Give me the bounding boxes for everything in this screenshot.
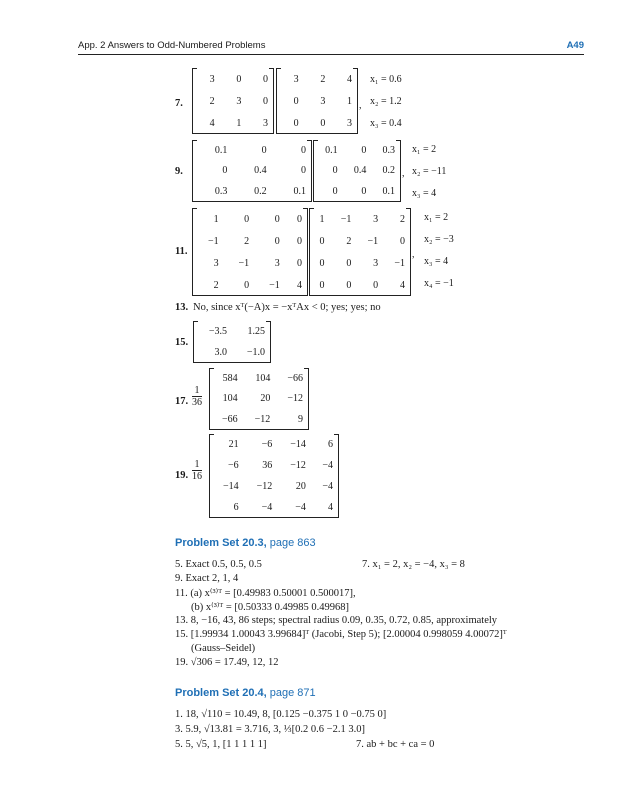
matrix-cell: 3 <box>373 213 379 225</box>
matrix-cell: 0 <box>332 165 338 177</box>
matrix-cell: 1.25 <box>247 326 265 337</box>
matrix-cell: 4 <box>400 279 405 291</box>
problem-15-number: 15. <box>175 337 189 348</box>
p19-fraction: $\frac{1}{16}$ <box>192 459 202 482</box>
matrix-cell: 0 <box>319 235 325 247</box>
matrix-cell: 3 <box>293 73 299 85</box>
matrix-cell: 0 <box>263 95 268 107</box>
ps203-line-19: 19. √306 = 17.49, 12, 12 <box>175 657 279 668</box>
matrix-cell: 0 <box>293 95 299 107</box>
matrix-cell: 1 <box>347 95 352 107</box>
p9-matrix-a <box>192 140 312 202</box>
matrix-cell: 0.3 <box>214 186 228 198</box>
matrix-cell: 0.1 <box>325 144 338 156</box>
matrix-cell: 0 <box>301 165 306 177</box>
matrix-cell: 36 <box>262 460 273 471</box>
problem-9-number: 9. <box>175 166 183 177</box>
matrix-cell: 1 <box>319 213 325 225</box>
matrix-cell: −4 <box>295 502 306 513</box>
p7-matrix-a <box>192 68 274 134</box>
matrix-cell: −1 <box>394 257 405 269</box>
problem-11-number: 11. <box>175 246 188 257</box>
p11-matrix-a <box>192 208 308 296</box>
running-header <box>78 40 584 54</box>
matrix-cell: 1 <box>236 117 242 129</box>
ps203-line-13: 13. 8, −16, 43, 86 steps; spectral radius 0.09, 0.35, 0.72, 0.85, approximately <box>175 615 498 626</box>
ps204-line-5: 5. 5, √5, 1, [1 1 1 1 1] <box>175 739 267 750</box>
matrix-cell: −4 <box>261 502 273 513</box>
matrix-cell: 0 <box>332 186 338 198</box>
matrix-cell: 0 <box>320 117 326 129</box>
matrix-cell: 3 <box>320 95 326 107</box>
p11-matrix-b <box>309 208 411 296</box>
p7-sol-2: x₂ = 1.2 <box>370 96 402 107</box>
problem-17-number: 17. <box>175 396 189 407</box>
matrix-cell: 0 <box>244 279 250 291</box>
matrix-cell: 1 <box>213 213 219 225</box>
p13-text: No, since xᵀ(−A)x = −xᵀAx < 0; yes; yes; no <box>193 302 381 313</box>
ps204-line-7: 7. ab + bc + ca = 0 <box>356 739 435 750</box>
matrix-cell: −66 <box>222 414 238 426</box>
matrix-cell: 3 <box>274 257 280 269</box>
ps203-line-15b: (Gauss–Seidel) <box>191 643 256 654</box>
matrix-cell: −1 <box>367 235 379 247</box>
matrix-cell: 0.1 <box>382 186 395 198</box>
problem-13-number: 13. <box>175 302 189 313</box>
matrix-cell: 3.0 <box>214 347 227 358</box>
matrix-cell: 0.1 <box>293 186 306 198</box>
matrix-cell: 0 <box>263 73 268 85</box>
problem-7-number: 7. <box>175 98 183 109</box>
comma: , <box>359 100 362 111</box>
matrix-cell: 21 <box>228 439 239 450</box>
p11-sol-4: x₄ = −1 <box>424 278 454 289</box>
ps203-line-9: 9. Exact 2, 1, 4 <box>175 573 239 584</box>
matrix-cell: 0.4 <box>254 165 267 177</box>
matrix-cell: 0 <box>346 279 352 291</box>
matrix-cell: 0 <box>274 213 280 225</box>
matrix-cell: 0 <box>346 257 352 269</box>
matrix-cell: 0 <box>222 165 228 177</box>
matrix-cell: 2 <box>213 279 219 291</box>
p9-matrix-b <box>313 140 401 202</box>
header-rule <box>78 54 584 55</box>
matrix-cell: 104 <box>222 393 238 405</box>
p11-sol-3: x₃ = 4 <box>424 256 449 267</box>
p7-sol-1: x₁ = 0.6 <box>370 74 402 85</box>
matrix-cell: 0 <box>301 144 306 156</box>
matrix-cell: −66 <box>287 372 303 384</box>
matrix-cell: 0.4 <box>353 165 367 177</box>
matrix-cell: 3 <box>213 257 219 269</box>
matrix-cell: 0 <box>373 279 379 291</box>
matrix-cell: 3 <box>209 73 215 85</box>
matrix-cell: 3 <box>263 117 268 129</box>
matrix-cell: 3 <box>236 95 242 107</box>
ps203-line-15a: 15. [1.99934 1.00043 3.99684]ᵀ (Jacobi, Step 5); [2.00004 0.998059 4.00072]ᵀ <box>175 629 507 640</box>
matrix-cell: −12 <box>256 481 273 492</box>
matrix-cell: −1.0 <box>246 347 265 358</box>
matrix-cell: 6 <box>328 439 333 450</box>
matrix-cell: 0.2 <box>382 165 395 177</box>
matrix-cell: −1 <box>269 279 280 291</box>
ps204-line-3: 3. 5.9, √13.81 = 3.716, 3, ⅓[0.2 0.6 −2.1 3.0] <box>175 724 365 735</box>
matrix-cell: −12 <box>254 414 271 426</box>
matrix-cell: 4 <box>347 73 352 85</box>
matrix-cell: −6 <box>261 439 273 450</box>
matrix-cell: 20 <box>295 481 306 492</box>
problem-19-number: 19. <box>175 470 189 481</box>
p15-matrix <box>193 321 271 363</box>
matrix-cell: 0.3 <box>382 144 395 156</box>
matrix-cell: 0 <box>297 235 302 247</box>
p17-matrix <box>209 368 309 430</box>
matrix-cell: 2 <box>320 73 326 85</box>
matrix-cell: −14 <box>222 481 239 492</box>
matrix-cell: 3 <box>347 117 352 129</box>
ps203-line-7: 7. x₁ = 2, x₂ = −4, x₃ = 8 <box>362 559 465 570</box>
matrix-cell: 0 <box>400 235 405 247</box>
p11-sol-1: x₁ = 2 <box>424 212 449 223</box>
matrix-cell: −6 <box>227 460 239 471</box>
matrix-cell: −1 <box>238 257 250 269</box>
matrix-cell: 6 <box>233 502 239 513</box>
matrix-cell: 104 <box>255 372 271 384</box>
matrix-cell: 2 <box>244 235 250 247</box>
comma: , <box>402 168 405 179</box>
matrix-cell: −1 <box>207 235 219 247</box>
p9-sol-1: x₁ = 2 <box>412 144 437 155</box>
matrix-cell: 3 <box>373 257 379 269</box>
matrix-cell: −14 <box>290 439 306 450</box>
ps203-line-5: 5. Exact 0.5, 0.5, 0.5 <box>175 559 262 570</box>
matrix-cell: 0 <box>361 144 367 156</box>
matrix-cell: 0 <box>297 213 302 225</box>
problem-set-20-3-heading: Problem Set 20.3, page 863 <box>175 537 316 549</box>
matrix-cell: 0 <box>236 73 242 85</box>
matrix-cell: −3.5 <box>208 326 227 337</box>
matrix-cell: 0 <box>293 117 299 129</box>
p7-sol-3: x₃ = 0.4 <box>370 118 402 129</box>
matrix-cell: −12 <box>290 460 306 471</box>
ps204-line-1: 1. 18, √110 = 10.49, 8, [0.125 −0.375 1 0 −0.75 0] <box>175 709 387 720</box>
matrix-cell: −4 <box>322 481 333 492</box>
p11-sol-2: x₂ = −3 <box>424 234 454 245</box>
matrix-cell: 0 <box>261 144 267 156</box>
matrix-cell: 0 <box>274 235 280 247</box>
matrix-cell: 4 <box>328 502 333 513</box>
matrix-cell: 0 <box>297 257 302 269</box>
matrix-cell: 0 <box>361 186 367 198</box>
p17-fraction: $\frac{1}{36}$ <box>192 385 202 408</box>
ps203-line-11b: (b) x⁽³⁾ᵀ = [0.50333 0.49985 0.49968] <box>191 602 350 613</box>
p9-sol-2: x₂ = −11 <box>412 166 447 177</box>
problem-set-20-4-heading: Problem Set 20.4, page 871 <box>175 687 316 699</box>
matrix-cell: 20 <box>260 393 271 405</box>
matrix-cell: 584 <box>222 372 238 384</box>
comma: , <box>412 249 415 260</box>
p19-matrix <box>209 434 339 518</box>
matrix-cell: 2 <box>209 95 215 107</box>
matrix-cell: 2 <box>346 235 352 247</box>
matrix-cell: 0.1 <box>214 144 228 156</box>
matrix-cell: −12 <box>287 393 303 405</box>
matrix-cell: 0.2 <box>254 186 267 198</box>
header-title: App. 2 Answers to Odd-Numbered Problems <box>78 40 266 51</box>
p7-matrix-b <box>276 68 358 134</box>
page-number: A49 <box>566 40 584 51</box>
matrix-cell: −1 <box>340 213 352 225</box>
matrix-cell: 0 <box>319 257 325 269</box>
matrix-cell: 4 <box>209 117 215 129</box>
matrix-cell: 2 <box>400 213 405 225</box>
p9-sol-3: x₃ = 4 <box>412 188 437 199</box>
matrix-cell: 0 <box>244 213 250 225</box>
matrix-cell: 4 <box>297 279 302 291</box>
ps203-line-11a: 11. (a) x⁽³⁾ᵀ = [0.49983 0.50001 0.500017], <box>175 588 356 599</box>
matrix-cell: 9 <box>298 414 303 426</box>
matrix-cell: −4 <box>322 460 333 471</box>
matrix-cell: 0 <box>319 279 325 291</box>
